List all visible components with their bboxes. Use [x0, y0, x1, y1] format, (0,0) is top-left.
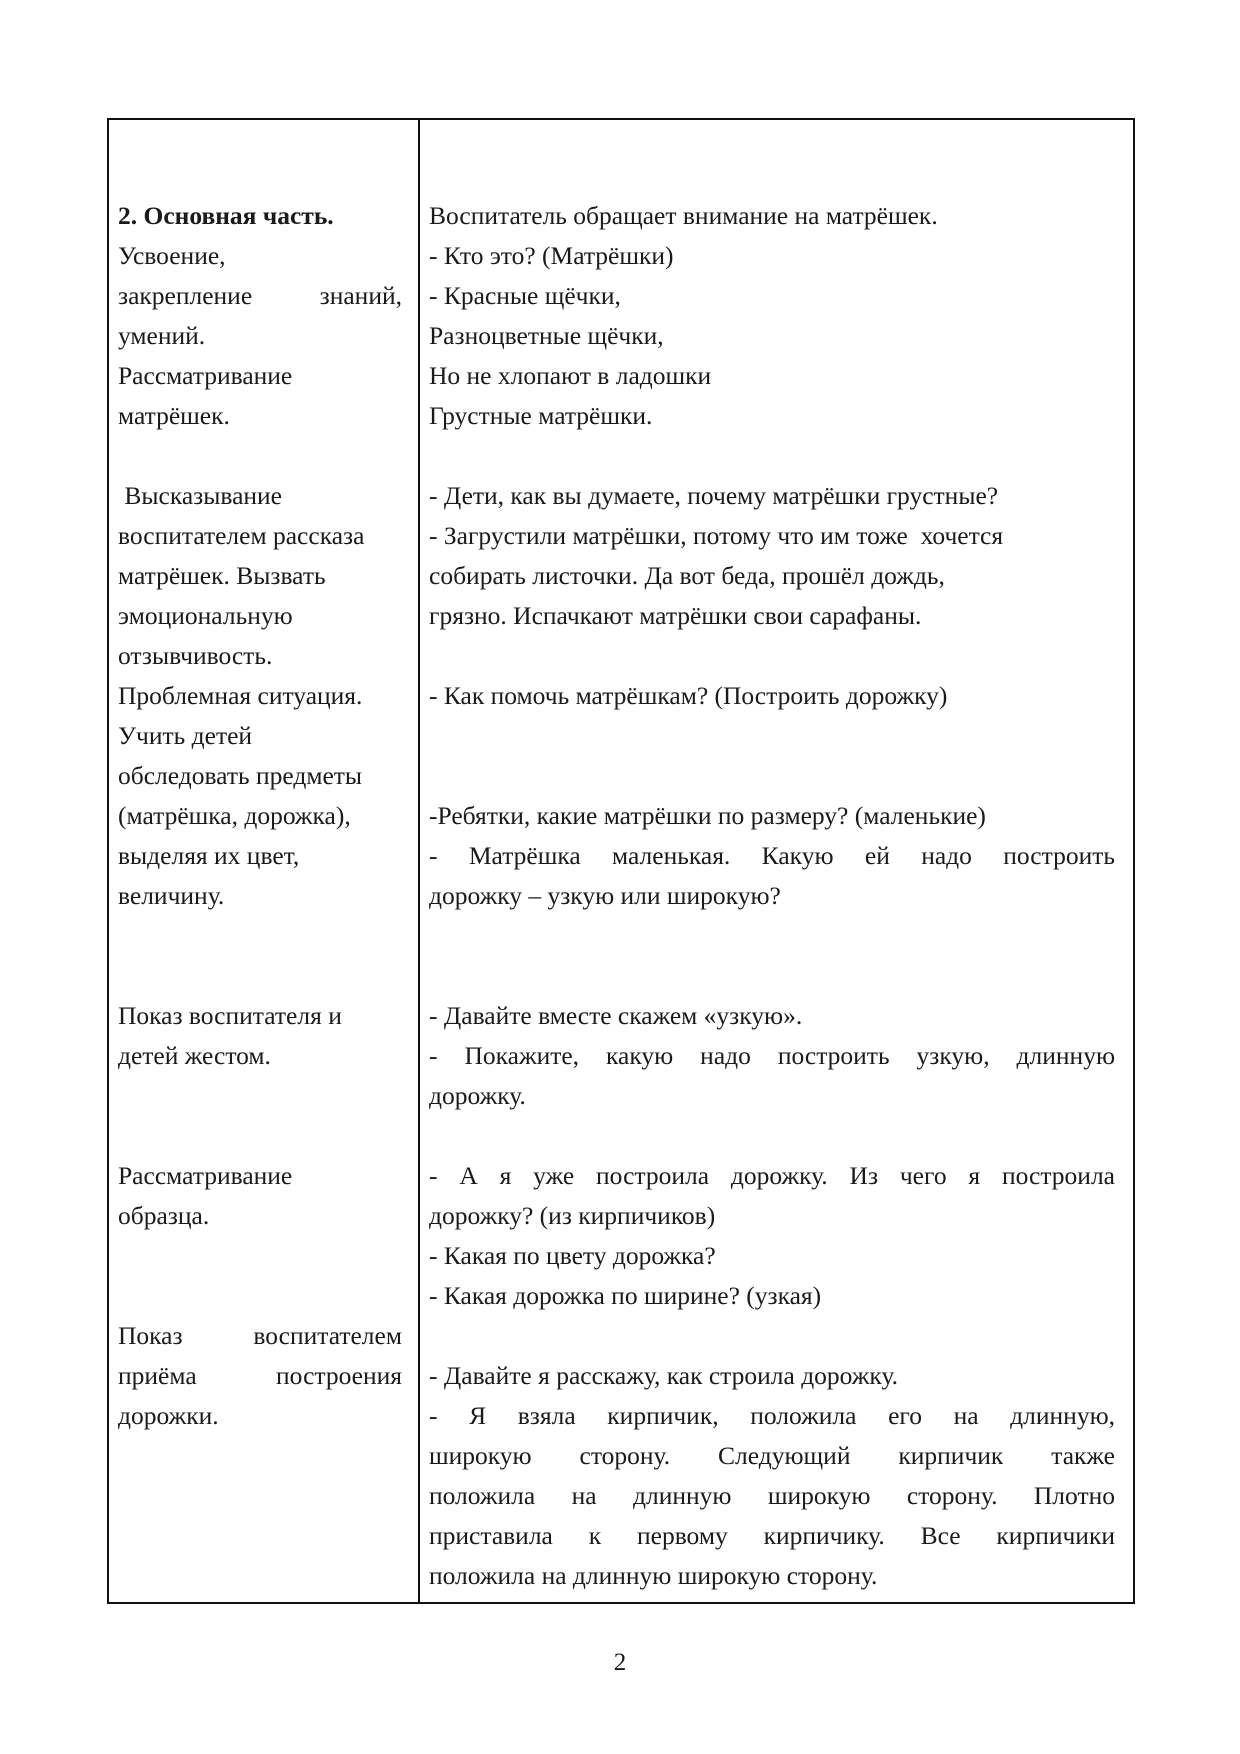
stage-text-line: Показ воспитателем: [118, 1321, 402, 1350]
content-text-line: - А я уже построила дорожку. Из чего я построила: [429, 1161, 1115, 1190]
content-text-line: - Как помочь матрёшкам? (Построить дорожку): [429, 681, 948, 710]
stage-text-line: Усвоение,: [118, 241, 226, 270]
stage-text-line: закрепление знаний,: [118, 281, 402, 310]
stage-text-line: образца.: [118, 1201, 210, 1230]
stage-text-line: обследовать предметы: [118, 761, 363, 790]
content-text-line: положила на длинную широкую сторону.: [429, 1561, 878, 1590]
stage-text-line: выделяя их цвет,: [118, 841, 300, 870]
content-text-line: Воспитатель обращает внимание на матрёшек.: [429, 201, 938, 230]
stage-text-line: Показ воспитателя и: [118, 1001, 342, 1030]
stage-text-line: Учить детей: [118, 721, 253, 750]
content-text-line: -Ребятки, какие матрёшки по размеру? (маленькие): [429, 801, 986, 830]
stage-text-line: эмоциональную: [118, 601, 293, 630]
page-number: 2: [613, 1649, 627, 1676]
column-divider: [418, 118, 420, 1604]
content-text-line: - Кто это? (Матрёшки): [429, 241, 674, 270]
content-text-line: - Какая дорожка по ширине? (узкая): [429, 1281, 822, 1310]
stage-text-line: (матрёшка, дорожка),: [118, 801, 351, 830]
stage-text-line: матрёшек.: [118, 401, 230, 430]
stage-column: [118, 196, 402, 1436]
stage-text-line: Рассматривание: [118, 1161, 293, 1190]
stage-text-line: Рассматривание: [118, 361, 293, 390]
content-text-line: Разноцветные щёчки,: [429, 321, 664, 350]
content-text-line: - Давайте вместе скажем «узкую».: [429, 1001, 803, 1030]
content-text-line: Но не хлопают в ладошки: [429, 361, 712, 390]
content-text-line: дорожку? (из кирпичиков): [429, 1201, 716, 1230]
content-text-line: Грустные матрёшки.: [429, 401, 653, 430]
content-text-line: положила на длинную широкую сторону. Плотно: [429, 1481, 1115, 1510]
stage-text-line: умений.: [118, 321, 206, 350]
section-heading: 2. Основная часть.: [118, 201, 334, 230]
content-text-line: широкую сторону. Следующий кирпичик также: [429, 1441, 1115, 1470]
content-text-line: - Какая по цвету дорожка?: [429, 1241, 716, 1270]
content-text-line: дорожку.: [429, 1081, 526, 1110]
content-text-line: дорожку – узкую или широкую?: [429, 881, 781, 910]
stage-text-line: матрёшек. Вызвать: [118, 561, 326, 590]
content-text-line: - Матрёшка маленькая. Какую ей надо построить: [429, 841, 1115, 870]
content-text-line: - Покажите, какую надо построить узкую, длинную: [429, 1041, 1115, 1070]
stage-text-line: Высказывание: [118, 481, 282, 510]
content-text-line: - Давайте я расскажу, как строила дорожку.: [429, 1361, 899, 1390]
content-text-line: - Я взяла кирпичик, положила его на длинную,: [429, 1401, 1115, 1430]
stage-text-line: дорожки.: [118, 1401, 219, 1430]
stage-text-line: отзывчивость.: [118, 641, 273, 670]
stage-text-line: приёма построения: [118, 1361, 402, 1390]
stage-text-line: Проблемная ситуация.: [118, 681, 363, 710]
stage-text-line: величину.: [118, 881, 225, 910]
content-text-line: приставила к первому кирпичику. Все кирпичики: [429, 1521, 1115, 1550]
stage-text-line: воспитателем рассказа: [118, 521, 365, 550]
content-text-line: грязно. Испачкают матрёшки свои сарафаны.: [429, 601, 922, 630]
content-column: [429, 196, 1115, 1596]
content-text-line: - Красные щёчки,: [429, 281, 621, 310]
content-text-line: - Загрустили матрёшки, потому что им тоже хочется: [429, 521, 1004, 550]
stage-text-line: детей жестом.: [118, 1041, 271, 1070]
content-text-line: собирать листочки. Да вот беда, прошёл дождь,: [429, 561, 945, 590]
content-text-line: - Дети, как вы думаете, почему матрёшки грустные?: [429, 481, 999, 510]
